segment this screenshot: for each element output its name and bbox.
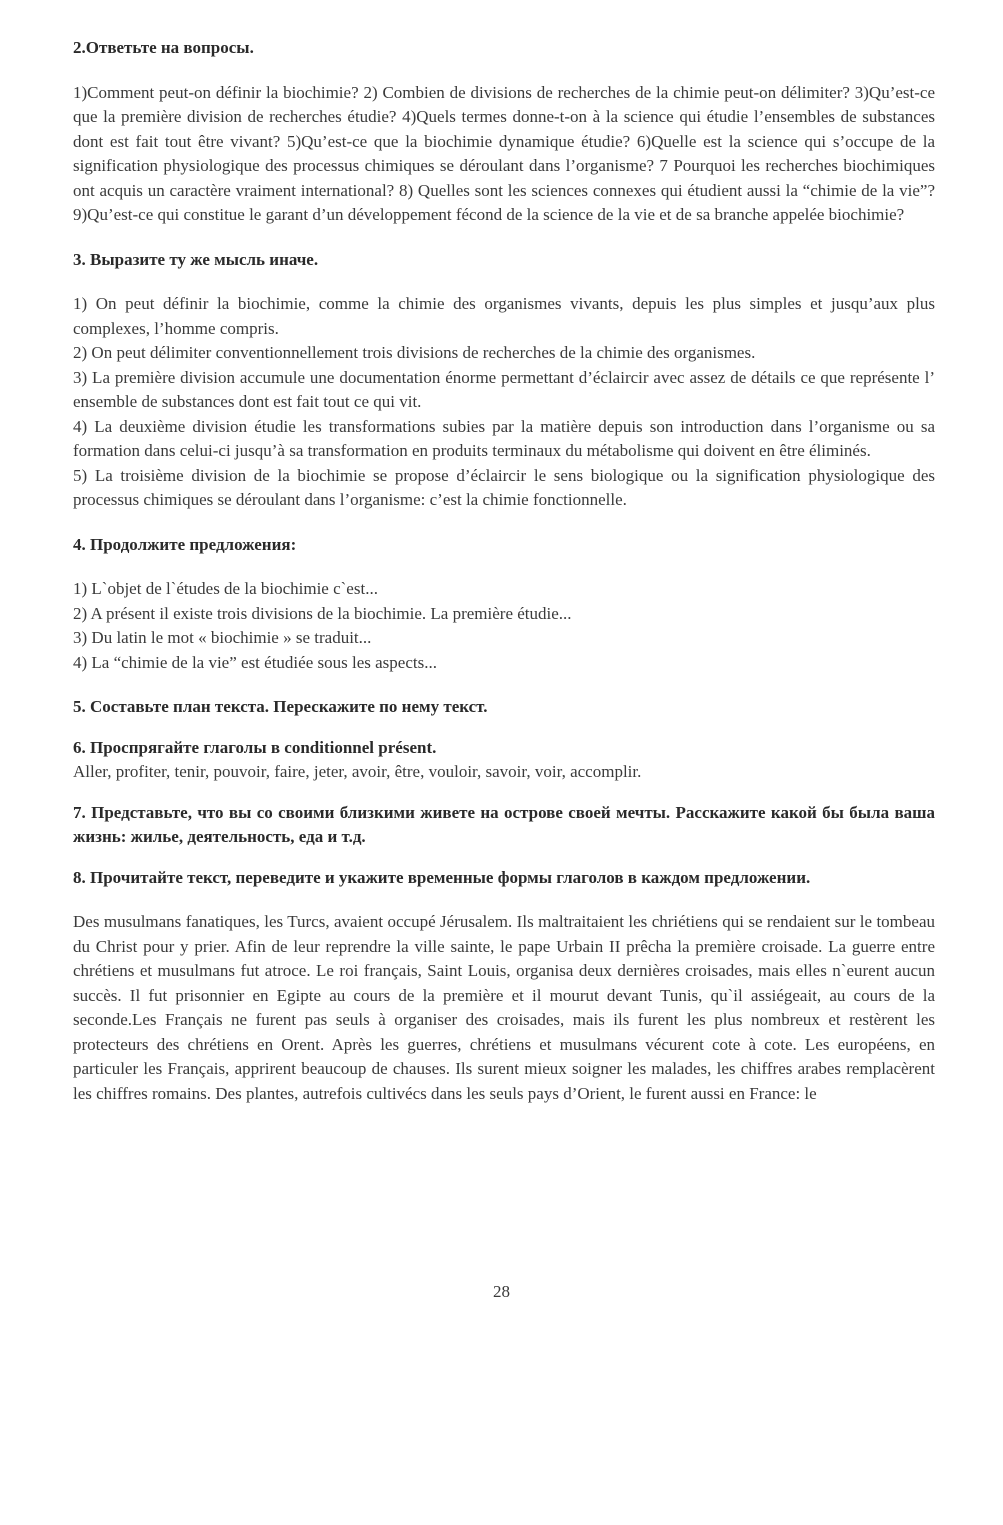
section-5-heading: 5. Составьте план текста. Перескажите по нему текст.	[73, 697, 488, 716]
section-3-heading: 3. Выразите ту же мысль иначе.	[73, 249, 319, 269]
section-4-item: 1) L`objet de l`études de la biochimie c`est...	[73, 579, 378, 598]
section-4-item: 4) La “chimie de la vie” est étudiée sous les aspects...	[73, 652, 437, 672]
section-2-questions: 1)Comment peut-on définir la biochimie? 2) Combien de divisions de recherches de la chimie peut-on délimiter? 3)Qu’est-ce que la première division de recherches étudie? 4)Quels termes donne-t-on à la science qui étudie l’ensembles de substances dont est fait tout être vivant? 5)Qu’est-ce que la biochimie dynamique étudie? 6)Quelle est la science qui s’occupe de la signification physiologique des processus chimiques se déroulant dans l’organisme? 7 Pourquoi les recherches biochimiques ont acquis un caractère vraiment international? 8) Quelles sont les sciences connexes qui étudient aussi la “chimie de la vie”? 9)Qu’est-ce qui constitue le garant d’un développement fécond de la science de la vie et de sa branche appelée biochimie?	[73, 82, 935, 224]
section-8-heading: 8. Прочитайте текст, переведите и укажите временные формы глаголов в каждом предложении.	[73, 867, 811, 887]
section-6-verbs: Aller, profiter, tenir, pouvoir, faire, jeter, avoir, être, vouloir, savoir, voir, accomplir.	[73, 762, 642, 781]
section-3-item: 5) La troisième division de la biochimie se propose d’éclaircir le sens biologique ou la signification physiologique des processus chimiques se déroulant dans l’organisme: c’est la chimie fonctionnelle.	[73, 465, 935, 509]
section-4-heading: 4. Продолжите предложения:	[73, 534, 297, 554]
section-3-item: 1) On peut définir la biochimie, comme la chimie des organismes vivants, depuis les plus simples et jusqu’aux plus complexes, l’homme compris.	[73, 294, 935, 338]
section-8-reading-text: Des musulmans fanatiques, les Turcs, avaient occupé Jérusalem. Ils maltraitaient les chriétiens qui se rendaient sur le tombeau du Christ pour y prier. Afin de leur reprendre la ville sainte, le pape Urbain II prêcha la première croisade. La guerre entre chrétiens et musulmans fut atroce. Le roi français, Saint Louis, organisa deux dernières croisades, mais elles n`eurent aucun succès. Il fut prisonnier en Egipte au cours de la première et il mourut devant Tunis, qu`il assiégeait, au cours de la seconde.Les Français ne furent pas seuls à organiser des croisades, mais ils furent les plus nombreux et restèrent les protecteurs des chrétiens en Orent. Après les guerres, chrétiens et musulmans vécurent cote à cote. Les européens, en particuler les Français, apprirent beaucoup de chauses. Ils surent mieux soigner les malades, les chiffres arabes remplacèrent les chiffres romains. Des plantes, autrefois cultivécs dans les seuls pays d’Orient, le furent aussi en France: le	[73, 912, 935, 1103]
section-4-item: 3) Du latin le mot « biochimie » se traduit...	[73, 628, 372, 647]
section-4-item: 2) A présent il existe trois divisions de la biochimie. La première étudie...	[73, 603, 572, 623]
section-7-heading: 7. Представьте, что вы со своими близкими живете на острове своей мечты. Расскажите какой бы была ваша жизнь: жилье, деятельность, еда и т.д.	[73, 802, 935, 846]
section-6-heading: 6. Проспрягайте глаголы в conditionnel présent.	[73, 737, 437, 757]
section-2-heading: 2.Ответьте на вопросы.	[73, 38, 254, 57]
section-3-item: 4) La deuxième division étudie les transformations subies par la matière depuis son introduction dans l’organisme ou sa formation dans celui-ci jusqu’à sa transformation en produits terminaux du métabolisme qui doivent en être éliminés.	[73, 416, 935, 460]
section-3-item: 2) On peut délimiter conventionnellement trois divisions de recherches de la chimie des organismes.	[73, 343, 756, 362]
document-page	[73, 36, 935, 1106]
section-3-item: 3) La première division accumule une documentation énorme permettant d’éclaircir avec assez de détails ce que représente l’ ensemble de substances dont est fait tout ce qui vit.	[73, 367, 935, 411]
page-number: 28	[493, 1282, 510, 1301]
